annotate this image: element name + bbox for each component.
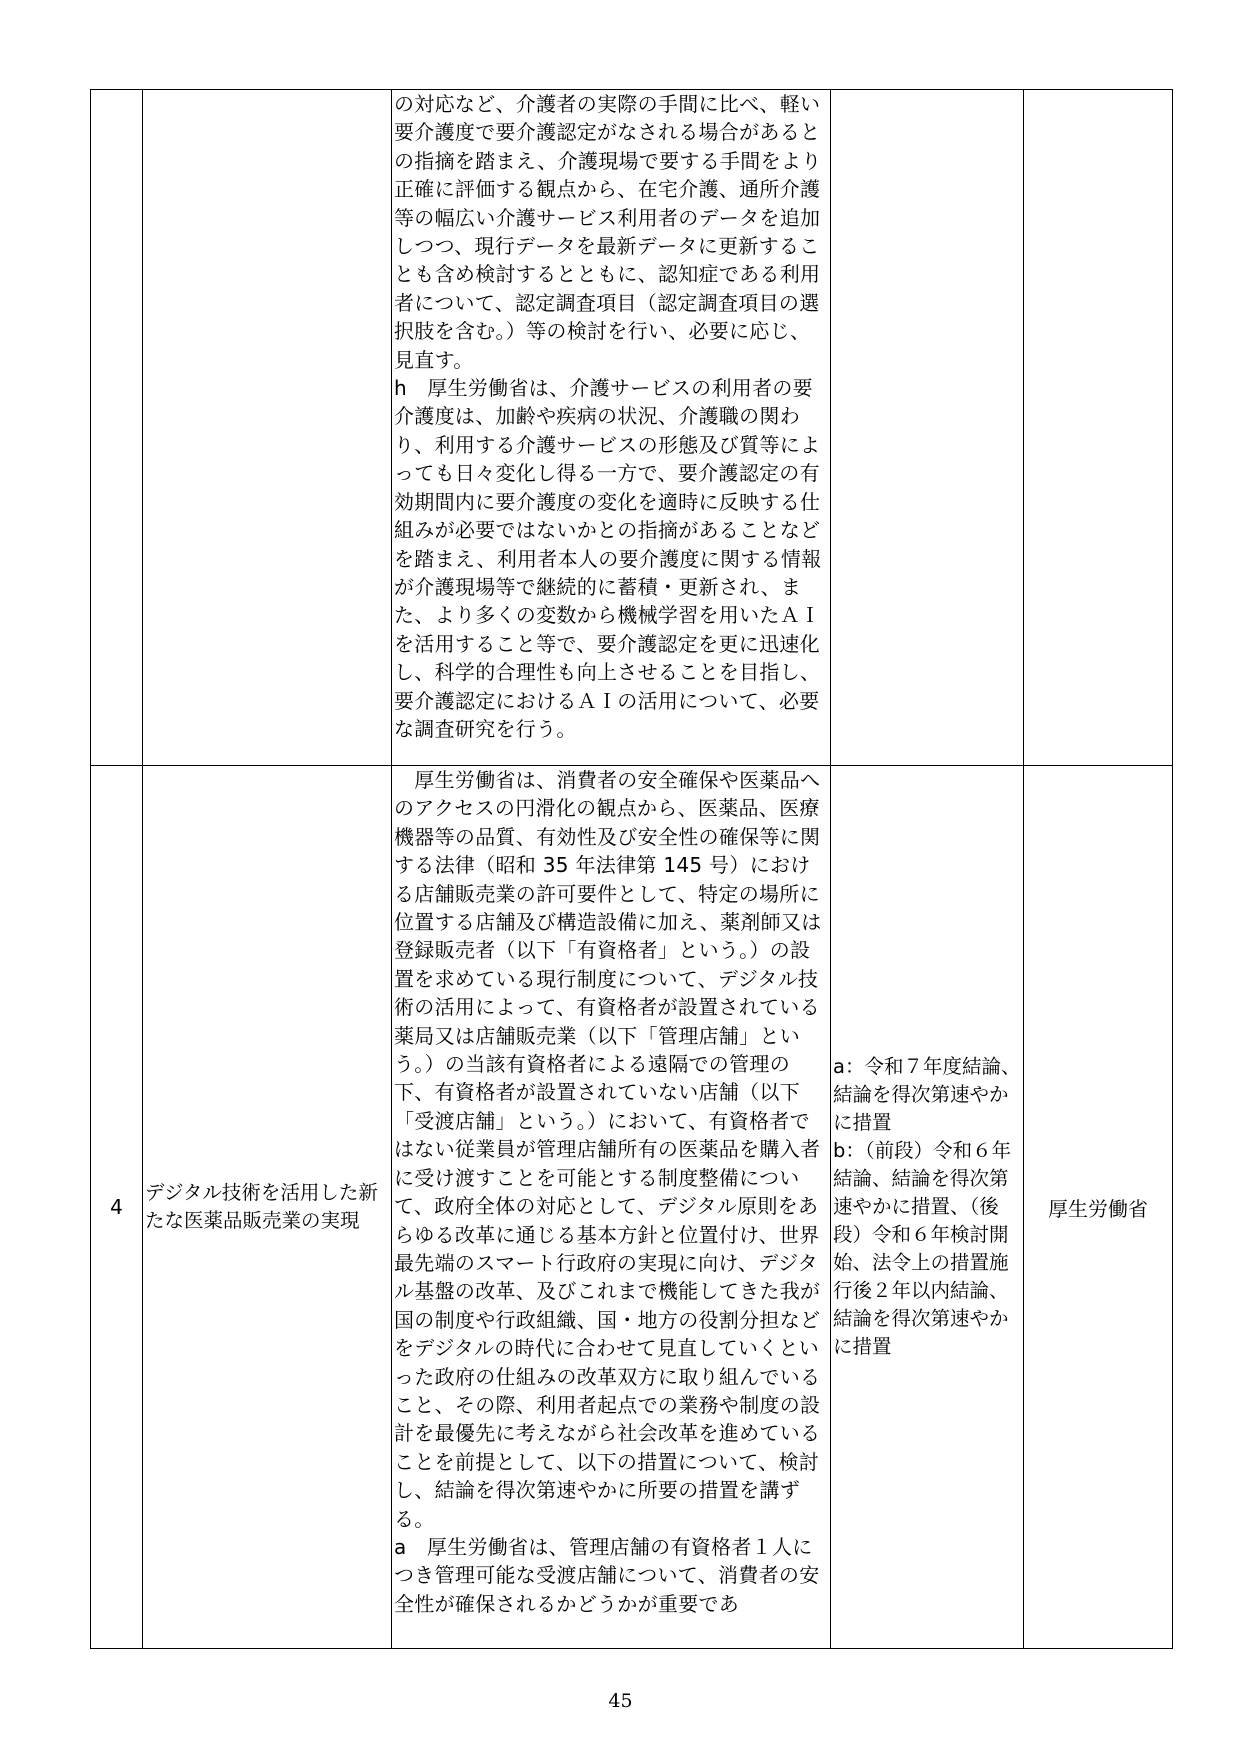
- row-number-cell: 4: [91, 766, 143, 1649]
- item-cell: デジタル技術を活用した新たな医薬品販売業の実現: [143, 766, 392, 1649]
- content-cell: [392, 766, 831, 1649]
- regulation-table: [90, 89, 1173, 1649]
- row-number-cell: [91, 90, 143, 766]
- ministry-cell: 厚生労働省: [1024, 766, 1173, 1649]
- content-paragraph: a 厚生労働省は、管理店舗の有資格者１人につき管理可能な受渡店舗について、消費者の安全性が確保されるかどうかが重要であ: [394, 1534, 820, 1616]
- page-number: 45: [608, 1690, 633, 1712]
- content-paragraph: 厚生労働省は、消費者の安全確保や医薬品へのアクセスの円滑化の観点から、医薬品、医療機器等の品質、有効性及び安全性の確保等に関する法律（昭和 35 年法律第 145 号）における店舗販売業の許可要件として、特定の場所に位置する店舗及び構造設備に加え、薬剤師又は登録販売者（以下「有資格者」という。）の設置を求めている現行制度について、デジタル技術の活用によって、有資格者が設置されている薬局又は店舗販売業（以下「管理店舗」という。）の当該有資格者による遠隔での管理の下、有資格者が設置されていない店舗（以下「受渡店舗」という。）において、有資格者ではない従業員が管理店舗所有の医薬品を購入者に受け渡すことを可能とする制度整備について、政府全体の対応として、デジタル原則をあらゆる改革に通じる基本方針と位置付け、世界最先端のスマート行政府の実現に向け、デジタル基盤の改革、及びこれまで機能してきた我が国の制度や行政組織、国・地方の役割分担などをデジタルの時代に合わせて見直していくといった政府の仕組みの改革双方に取り組んでいること、その際、利用者起点での業務や制度の設計を最優先に考えながら社会改革を進めていることを前提として、以下の措置について、検討し、結論を得次第速やかに所要の措置を講ずる。: [394, 768, 822, 1531]
- ministry-cell: [1024, 90, 1173, 766]
- schedule-cell: [831, 90, 1024, 766]
- content-paragraph: h 厚生労働省は、介護サービスの利用者の要介護度は、加齢や疾病の状況、介護職の関わり、利用する介護サービスの形態及び質等によっても日々変化し得る一方で、要介護認定の有効期間内に要介護度の変化を適時に反映する仕組みが必要ではないかとの指摘があることなどを踏まえ、利用者本人の要介護度に関する情報が介護現場等で継続的に蓄積・更新され、また、より多くの変数から機械学習を用いたＡＩを活用すること等で、要介護認定を更に迅速化し、科学的合理性も向上させることを目指し、要介護認定におけるＡＩの活用について、必要な調査研究を行う。: [394, 376, 822, 741]
- table-row: [91, 766, 1173, 1649]
- content-paragraph: の対応など、介護者の実際の手間に比べ、軽い要介護度で要介護認定がなされる場合があるとの指摘を踏まえ、介護現場で要する手間をより正確に評価する観点から、在宅介護、通所介護等の幅広い介護サービス利用者のデータを追加しつつ、現行データを最新データに更新することも含め検討するとともに、認知症である利用者について、認定調査項目（認定調査項目の選択肢を含む。）等の検討を行い、必要に応じ、見直す。: [394, 92, 822, 372]
- schedule-cell: a：令和７年度結論、結論を得次第速やかに措置 b：（前段）令和６年結論、結論を得次第速やかに措置、（後段）令和６年検討開始、法令上の措置施行後２年以内結論、結論を得次第速やかに措置: [831, 766, 1024, 1649]
- item-cell: [143, 90, 392, 766]
- table-row: [91, 90, 1173, 766]
- content-cell: [392, 90, 831, 766]
